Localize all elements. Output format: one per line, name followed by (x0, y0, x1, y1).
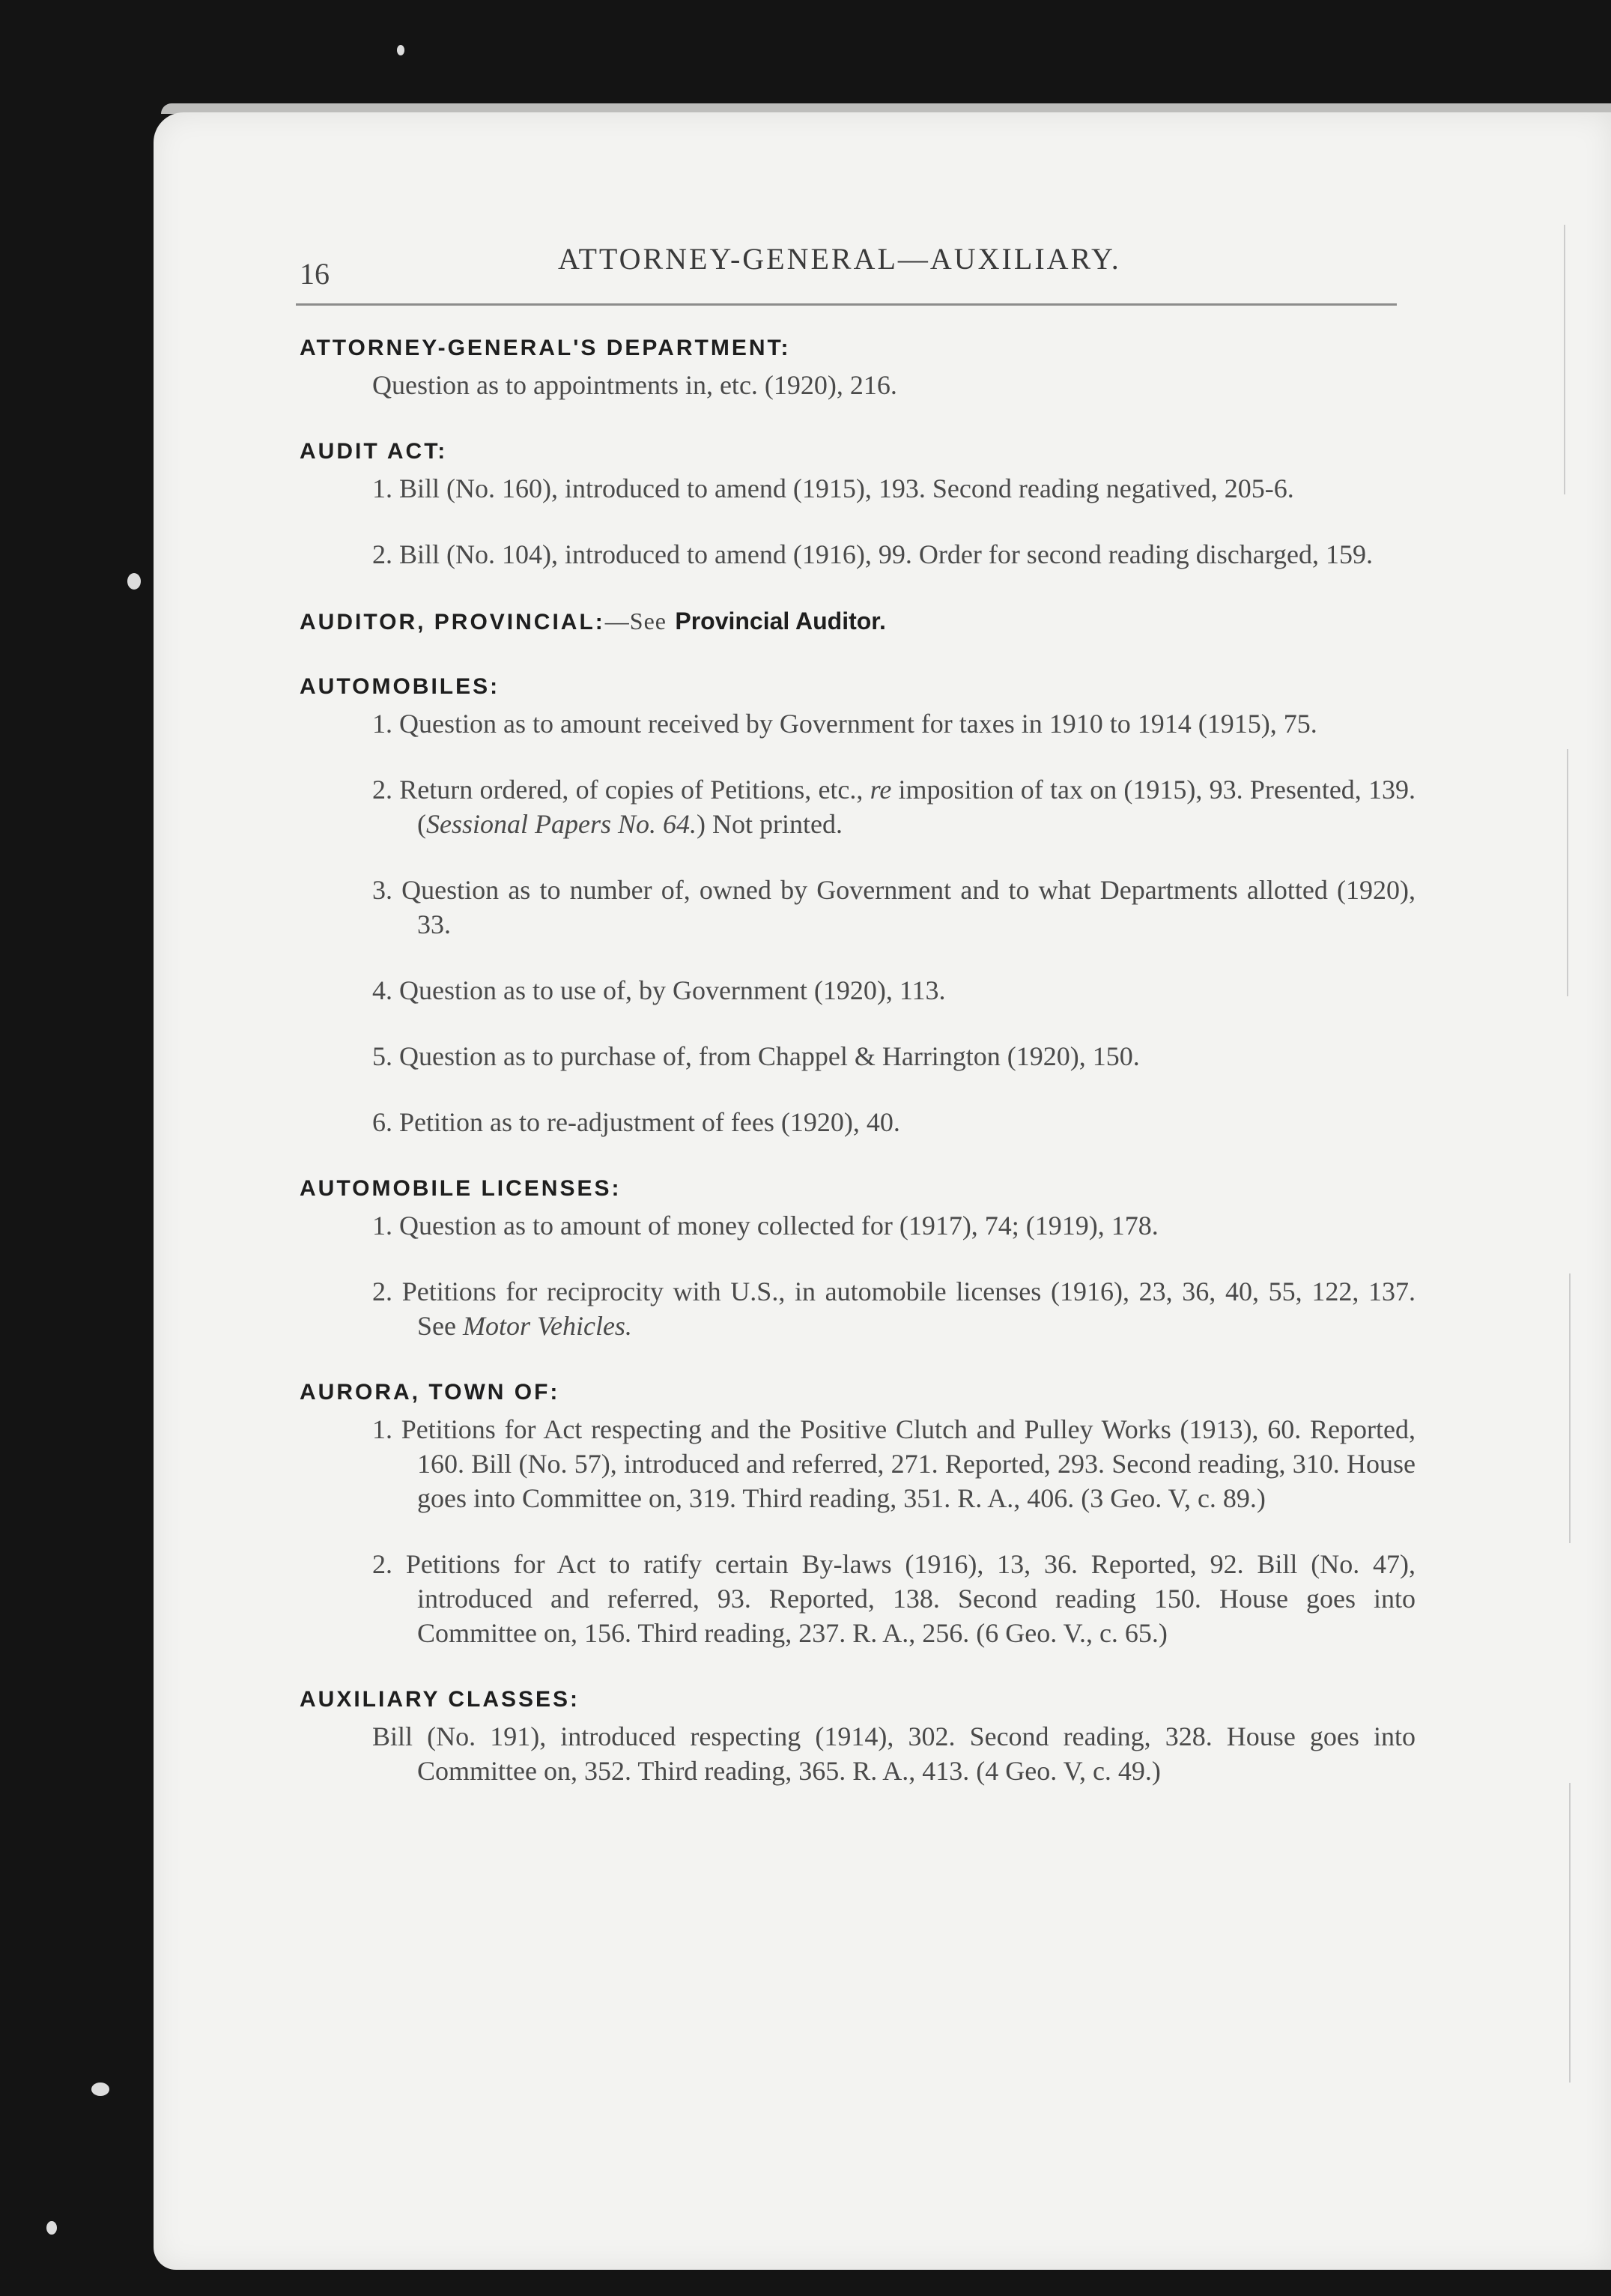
index-entry (331, 1412, 1416, 1515)
index-entry (331, 471, 1416, 506)
entry-text: Petitions for reciprocity with U.S., in automobile licenses (1916), 23, 36, 40, 55, 122, 137. See (401, 1276, 1416, 1341)
entry-number: 6. (372, 1107, 392, 1137)
index-entry (331, 1105, 1416, 1139)
header-rule (296, 303, 1397, 306)
entry-number: 2. (372, 539, 392, 569)
entry-number: 1. (372, 1211, 392, 1241)
index-entry (331, 706, 1416, 741)
entry-text: Question as to appointments in, etc. (1920), 216. (372, 370, 897, 400)
index-entry (331, 1274, 1416, 1343)
entry-text: Petitions for Act respecting and the Positive Clutch and Pulley Works (1913), 60. Reported, 160. Bill (No. 57), introduced and referred, 271. Reported, 293. Second reading, 310. House goes into Committee on, 319. Third reading, 351. R. A., 406. (3 Geo. V, c. 89.) (401, 1414, 1416, 1513)
index-entry (331, 537, 1416, 572)
section-aurora-town-of (300, 1378, 1416, 1650)
entry-text: Question as to use of, by Government (1920), 113. (399, 975, 946, 1005)
margin-shadow (1564, 225, 1565, 494)
section-heading: AUTOMOBILE LICENSES: (300, 1176, 622, 1201)
entry-number: 4. (372, 975, 392, 1005)
entry-text: imposition of tax on (1915), 93. Presented, 139. ( (417, 775, 1416, 839)
section-heading: AUTOMOBILES: (300, 674, 500, 699)
dust-speck (91, 2083, 109, 2096)
margin-shadow (1567, 749, 1568, 996)
entry-text: Question as to purchase of, from Chappel & Harrington (1920), 150. (399, 1041, 1140, 1071)
entry-number: 2. (372, 775, 392, 805)
entry-italic: re (870, 775, 892, 805)
entry-number: 1. (372, 1414, 392, 1444)
section-heading: ATTORNEY-GENERAL'S DEPARTMENT: (300, 336, 791, 360)
index-entry (331, 973, 1416, 1008)
entry-text: ) Not printed. (697, 809, 843, 839)
section-heading (300, 606, 1416, 637)
index-entry (331, 1547, 1416, 1650)
entry-text: Question as to amount received by Government for taxes in 1910 to 1914 (1915), 75. (399, 709, 1317, 739)
dust-speck (46, 2221, 57, 2235)
heading-text: AUDITOR, PROVINCIAL: (300, 610, 605, 634)
section-heading: AUDIT ACT: (300, 439, 448, 464)
entry-text: Petitions for Act to ratify certain By-laws (1916), 13, 36. Reported, 92. Bill (No. 47), introduced and referred, 93. Reported, 138. Second reading 150. House goes into Committee on, 156. Third reading, 237. R. A., 256. (6 Geo. V., c. 65.) (405, 1549, 1416, 1648)
entry-text: Question as to amount of money collected for (1917), 74; (1919), 178. (399, 1211, 1159, 1241)
entry-text: Bill (No. 104), introduced to amend (1916), 99. Order for second reading discharged, 159. (399, 539, 1374, 569)
entry-text: Bill (No. 191), introduced respecting (1914), 302. Second reading, 328. House goes into Committee on, 352. Third reading, 365. R. A., 413. (4 Geo. V, c. 49.) (372, 1721, 1416, 1786)
index-entry (331, 873, 1416, 942)
see-label: —See (604, 608, 667, 634)
index-entry (331, 1208, 1416, 1243)
entry-number: 3. (372, 875, 392, 905)
entry-number: 1. (372, 473, 392, 503)
section-attorney-general-department (300, 333, 1416, 402)
index-content (300, 333, 1416, 1823)
index-entry (331, 1719, 1416, 1788)
section-heading: AURORA, TOWN OF: (300, 1380, 560, 1405)
entry-number: 1. (372, 709, 392, 739)
margin-shadow (1569, 1273, 1571, 1543)
section-auxiliary-classes (300, 1685, 1416, 1788)
index-entry (331, 772, 1416, 841)
cross-reference: Provincial Auditor. (675, 608, 886, 634)
entry-text: Question as to number of, owned by Government and to what Departments allotted (1920), 33. (401, 875, 1416, 939)
sessional-papers-ref: Sessional Papers No. 64. (426, 809, 697, 839)
cross-reference: Motor Vehicles. (462, 1311, 632, 1341)
entry-text: Return ordered, of copies of Petitions, etc., (399, 775, 864, 805)
section-auditor-provincial (300, 606, 1416, 637)
section-audit-act (300, 437, 1416, 572)
page-header (300, 241, 1408, 291)
entry-number: 2. (372, 1276, 392, 1306)
index-entry (331, 368, 1416, 402)
entry-number: 5. (372, 1041, 392, 1071)
running-head: ATTORNEY-GENERAL—AUXILIARY. (558, 242, 1121, 276)
dust-speck (397, 45, 404, 55)
section-automobile-licenses (300, 1174, 1416, 1343)
entry-text: Bill (No. 160), introduced to amend (1915), 193. Second reading negatived, 205-6. (399, 473, 1294, 503)
entry-number: 2. (372, 1549, 392, 1579)
section-automobiles (300, 672, 1416, 1139)
entry-text: Petition as to re-adjustment of fees (1920), 40. (399, 1107, 900, 1137)
index-entry (331, 1039, 1416, 1073)
page-number: 16 (300, 257, 330, 291)
margin-shadow (1569, 1783, 1571, 2083)
dust-speck (127, 573, 141, 590)
section-heading: AUXILIARY CLASSES: (300, 1687, 580, 1712)
